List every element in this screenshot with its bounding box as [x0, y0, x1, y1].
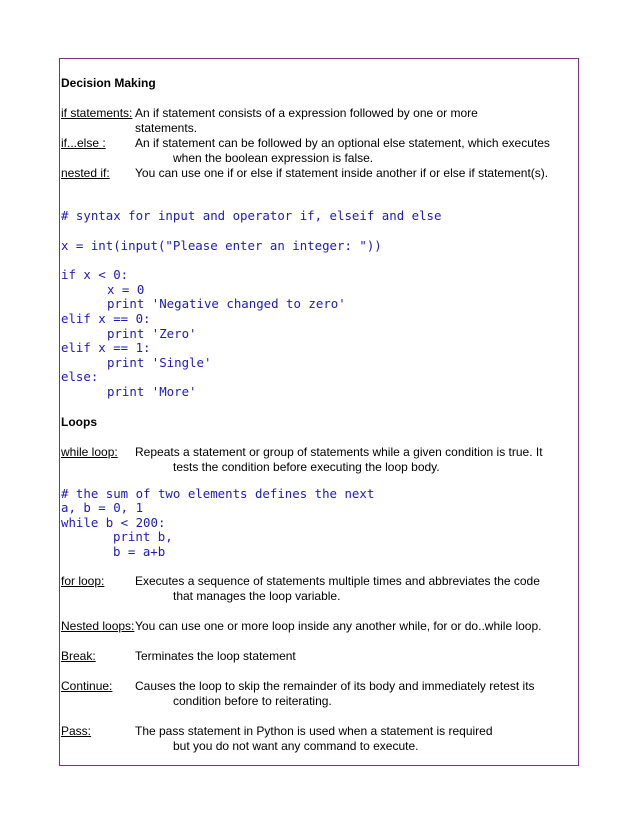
desc-break-line1: Terminates the loop statement: [135, 648, 296, 663]
code-line: print 'More': [107, 383, 197, 399]
document-body: [61, 76, 576, 754]
desc-for-line1: Executes a sequence of statements multiple times and abbreviates the code: [135, 573, 540, 588]
term-pass: Pass:: [61, 723, 92, 738]
code-line: x = 0: [107, 281, 145, 297]
desc-if-statements-line1: An if statement consists of a expression followed by one or more: [135, 106, 478, 120]
loops-heading: Loops: [61, 414, 97, 429]
code-loop-comment: # the sum of two elements defines the next: [61, 485, 375, 501]
desc-if-else-line1: An if statement can be followed by an optional else statement, which executes: [135, 136, 550, 150]
def-nested-if: [61, 166, 576, 181]
code-line: b = a+b: [113, 543, 166, 559]
code-line: while b < 200:: [61, 514, 166, 530]
def-continue: [61, 679, 576, 709]
code-line: print 'Single': [107, 354, 212, 370]
code-line: print 'Zero': [107, 325, 197, 341]
code-line: else:: [61, 369, 99, 385]
desc-nested-if-line1: You can use one if or else if statement inside another if or else if statement(s).: [135, 166, 549, 180]
desc-while-line2: tests the condition before executing the loop body.: [173, 459, 440, 474]
term-while-loop: while loop:: [61, 444, 118, 459]
def-nested-loops: [61, 619, 576, 634]
code-line: if x < 0:: [61, 267, 129, 283]
term-nested-if: nested if:: [61, 166, 110, 180]
term-continue: Continue:: [61, 678, 113, 693]
desc-while-line1: Repeats a statement or group of statements while a given condition is true. It: [135, 444, 543, 459]
desc-pass-line1: The pass statement in Python is used when a statement is required: [135, 723, 493, 738]
def-break: [61, 649, 576, 664]
term-if-statements: if statements:: [61, 106, 133, 120]
code-line: elif x == 1:: [61, 340, 151, 356]
desc-for-line2: that manages the loop variable.: [173, 588, 341, 603]
decision-making-heading: Decision Making: [61, 76, 156, 90]
def-pass: [61, 724, 576, 754]
code-line: print 'Negative changed to zero': [107, 296, 346, 312]
desc-if-else-line2: when the boolean expression is false.: [173, 151, 374, 165]
def-if-statements: [61, 106, 576, 136]
term-for-loop: for loop:: [61, 573, 105, 588]
desc-if-statements-line2: statements.: [135, 121, 198, 135]
def-if-else: [61, 136, 576, 166]
code-comment-syntax: # syntax for input and operator if, elseif and else: [61, 208, 442, 223]
desc-continue-line1: Causes the loop to skip the remainder of its body and immediately retest its: [135, 678, 535, 693]
term-nested-loops: Nested loops:: [61, 618, 135, 633]
code-line: a, b = 0, 1: [61, 500, 144, 516]
code-input-line: x = int(input("Please enter an integer: ")): [61, 237, 382, 253]
def-for-loop: [61, 574, 576, 604]
term-break: Break:: [61, 648, 96, 663]
term-if-else: if...else :: [61, 136, 106, 150]
desc-pass-line2: but you do not want any command to execute.: [173, 738, 419, 753]
code-line: elif x == 0:: [61, 310, 151, 326]
desc-continue-line2: condition before to reiterating.: [173, 693, 332, 708]
def-while-loop: [61, 445, 576, 475]
desc-nested-loops-line1: You can use one or more loop inside any another while, for or do..while loop.: [135, 618, 542, 633]
code-line: print b,: [113, 529, 173, 545]
